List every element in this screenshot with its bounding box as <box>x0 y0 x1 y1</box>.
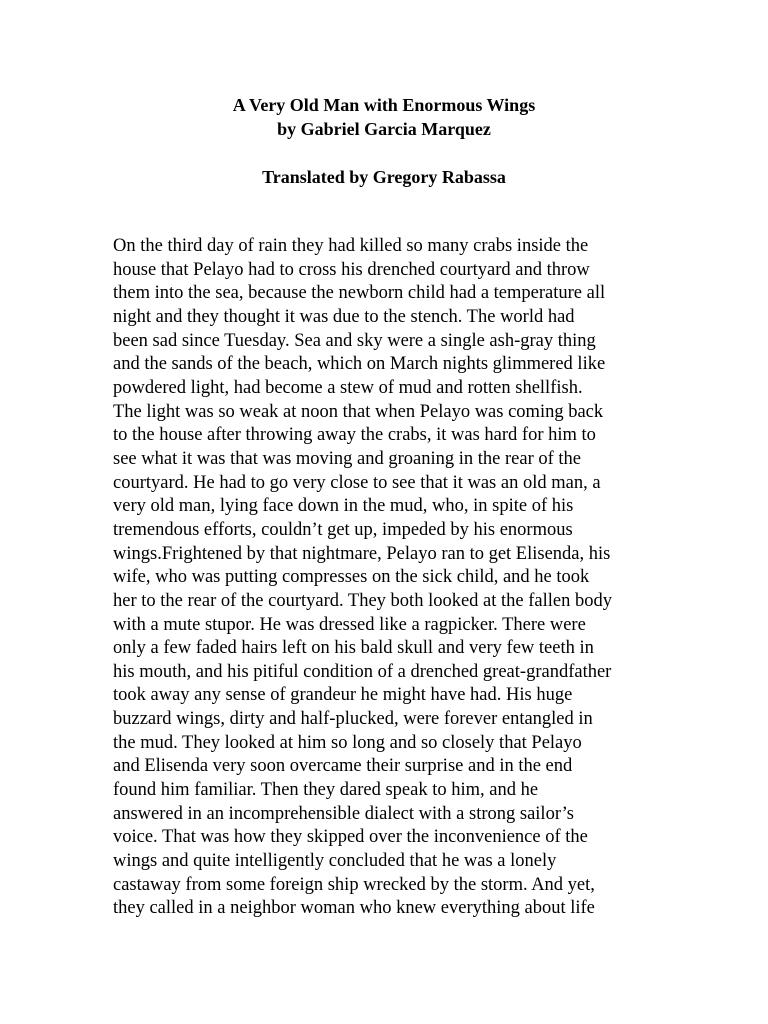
body-line: his mouth, and his pitiful condition of a drenched great-grandfather <box>113 661 612 682</box>
body-line: night and they thought it was due to the stench. The world had <box>113 306 575 327</box>
body-line: answered in an incomprehensible dialect with a strong sailor’s <box>113 803 575 824</box>
body-line: The light was so weak at noon that when Pelayo was coming back <box>113 401 604 422</box>
body-line: powdered light, had become a stew of mud and rotten shellfish. <box>113 377 583 398</box>
body-line: to the house after throwing away the crabs, it was hard for him to <box>113 425 596 446</box>
body-line: only a few faded hairs left on his bald skull and very few teeth in <box>113 638 594 659</box>
body-paragraph <box>113 235 658 921</box>
body-line: found him familiar. Then they dared speak to him, and he <box>113 780 539 801</box>
body-line: wife, who was putting compresses on the sick child, and he took <box>113 567 590 588</box>
body-line: tremendous efforts, couldn’t get up, impeded by his enormous <box>113 519 573 540</box>
body-line: and Elisenda very soon overcame their surprise and in the end <box>113 756 573 777</box>
body-line: house that Pelayo had to cross his drenched courtyard and throw <box>113 259 590 280</box>
body-line: voice. That was how they skipped over the inconvenience of the <box>113 827 588 848</box>
body-line: On the third day of rain they had killed so many crabs inside the <box>113 236 589 256</box>
body-line: see what it was that was moving and groaning in the rear of the <box>113 448 582 469</box>
body-line: the mud. They looked at him so long and so closely that Pelayo <box>113 732 582 753</box>
body-line: wings and quite intelligently concluded that he was a lonely <box>113 851 557 872</box>
document-author: by Gabriel Garcia Marquez <box>277 119 491 139</box>
body-line: been sad since Tuesday. Sea and sky were a single ash-gray thing <box>113 330 596 351</box>
body-line: courtyard. He had to go very close to see that it was an old man, a <box>113 472 601 493</box>
body-line: very old man, lying face down in the mud, who, in spite of his <box>113 496 574 517</box>
document-title: A Very Old Man with Enormous Wings <box>232 95 536 115</box>
body-line: wings.Frightened by that nightmare, Pelayo ran to get Elisenda, his <box>113 543 611 564</box>
body-line: they called in a neighbor woman who knew everything about life <box>113 898 595 919</box>
body-line: buzzard wings, dirty and half-plucked, were forever entangled in <box>113 709 593 730</box>
document-translator: Translated by Gregory Rabassa <box>262 167 506 187</box>
body-line: with a mute stupor. He was dressed like a ragpicker. There were <box>113 614 586 635</box>
body-line: them into the sea, because the newborn child had a temperature all <box>113 283 606 304</box>
body-line: castaway from some foreign ship wrecked by the storm. And yet, <box>113 874 595 895</box>
body-line: and the sands of the beach, which on March nights glimmered like <box>113 354 606 375</box>
body-line: her to the rear of the courtyard. They both looked at the fallen body <box>113 590 612 611</box>
body-line: took away any sense of grandeur he might have had. His huge <box>113 685 573 706</box>
